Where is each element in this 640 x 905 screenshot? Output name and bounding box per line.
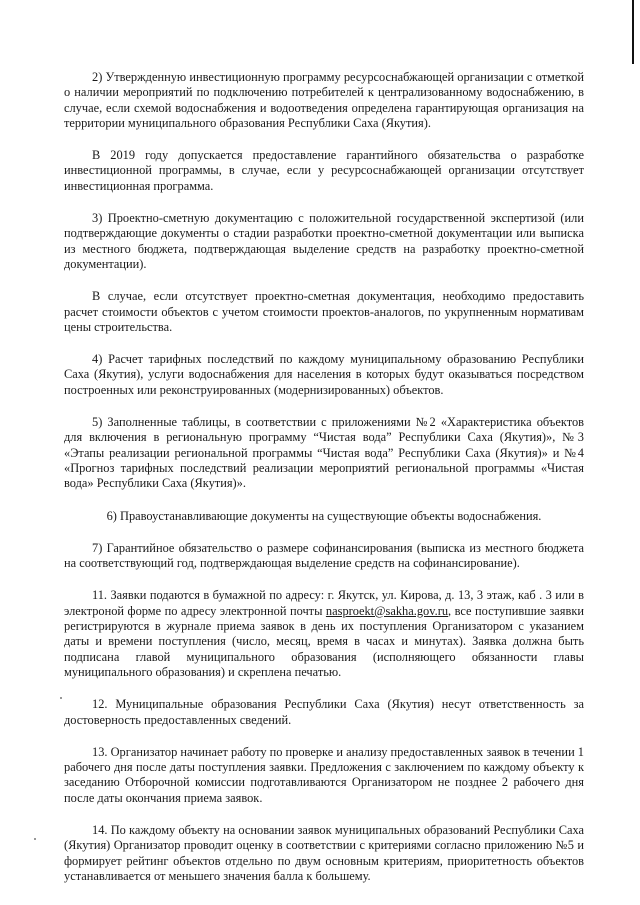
paragraph-investment-program: 2) Утвержденную инвестиционную программу ресурсоснабжающей организации с отметкой о наличии мероприятий по подключению потребителей к централизованному водоснабжению, в случае, если схемой водоснабжения и водоотведения определена гарантирующая организация на территории муниципального образования Республики Саха (Якутия). — [64, 70, 584, 130]
paragraph-14-evaluation: 14. По каждому объекту на основании заявок муниципальных образований Республики Саха (Якутия) Организатор проводит оценку в соответствии с критериями согласно приложению №5 и формирует рейтинг объектов отдельно по двум основным критериям, приоритетность объектов устанавливается от меньшего значения балла к большему. — [64, 822, 584, 883]
scan-speck — [34, 838, 36, 840]
paragraph-filled-tables: 5) Заполненные таблицы, в соответствии с приложениями №2 «Характеристика объектов для включения в региональную программу “Чистая вода” Республики Саха (Якутия)», №3 «Этапы реализации региональной программы “Чистая вода” Республики Саха (Якутия)» и №4 «Прогноз тарифных последствий реализации мероприятий региональной программы «Чистая вода» Республики Саха (Якутия)». — [64, 415, 584, 491]
paragraph-12-responsibility: 12. Муниципальные образования Республики Саха (Якутия) несут ответственность за достоверность предоставленных сведений. — [64, 697, 584, 727]
paragraph-design-estimate: 3) Проектно-сметную документацию с положительной государственной экспертизой (или подтверждающие документы о стадии разработки проектно-сметной документации или выписка из местного бюджета, подтверждающая выделение средств на разработку проектно-сметной документации). — [64, 211, 584, 271]
scan-speck — [60, 697, 62, 699]
paragraph-11-submission: 11. Заявки подаются в бумажной по адресу: г. Якутск, ул. Кирова, д. 13, 3 этаж, каб . 3 или в электроной форме по адресу электронной почты nasproekt@sakha.gov.ru, все поступившие заявки регистрируются в журнале приема заявок в день их поступления Организатором с указанием даты и времени поступления (число, месяц, время в часах и минутах). Заявка должна быть подписана главой муниципального образования (исполняющего обязанности главы муниципального образования) и скреплена печатью. — [64, 588, 584, 679]
paragraph-2019-guarantee: В 2019 году допускается предоставление гарантийного обязательства о разработке инвестиционной программы, в случае, если у ресурсоснабжающей организации отсутствует инвестиционная программа. — [64, 148, 584, 193]
scan-edge-mark — [632, 0, 634, 64]
paragraph-13-organizer-review: 13. Организатор начинает работу по проверке и анализу предоставленных заявок в течении 1 рабочего дня после даты поступления заявки. Предложения с заключением по каждому объекту к заседанию Отборочной комиссии подготавливаются Организатором не позднее 2 рабочего дня после даты окончания приема заявок. — [64, 744, 584, 805]
paragraph-title-documents: 6) Правоустанавливающие документы на существующие объекты водоснабжения. — [106, 508, 542, 523]
paragraph-tariff-consequences: 4) Расчет тарифных последствий по каждому муниципальному образованию Республики Саха (Якутия), услуги водоснабжения для населения в которых будут оказываться посредством построенных или реконструированных (модернизированных) объектов. — [64, 352, 584, 397]
paragraph-cofinancing-guarantee: 7) Гарантийное обязательство о размере софинансирования (выписка из местного бюджета на соответствующий год, подтверждающая выделение средств на софинансирование). — [64, 540, 584, 571]
document-page — [64, 70, 584, 901]
email-link[interactable]: nasproekt@sakha.gov.ru — [325, 603, 449, 618]
paragraph-cost-calculation: В случае, если отсутствует проектно-сметная документация, необходимо предоставить расчет стоимости объектов с учетом стоимости проектов-аналогов, по укрупненным нормативам цены строительства. — [64, 289, 584, 334]
